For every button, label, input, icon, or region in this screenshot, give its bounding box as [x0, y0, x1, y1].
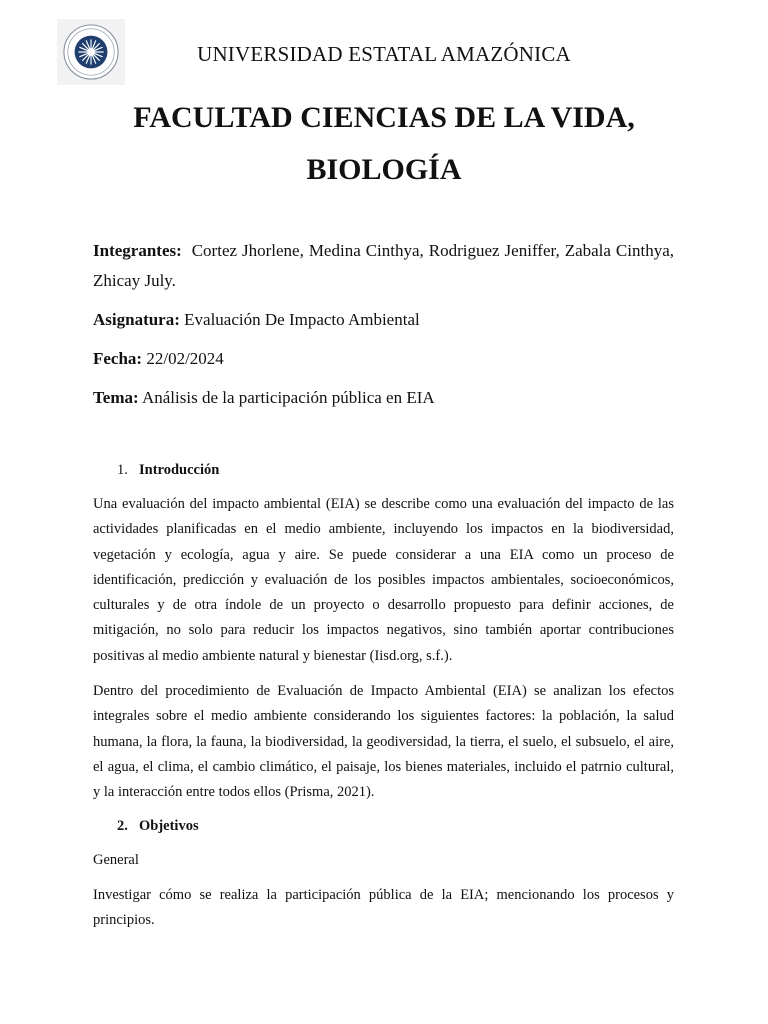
- intro-paragraph-1: Una evaluación del impacto ambiental (EIA) se describe como una evaluación del impacto de las actividades planificadas en el medio ambiente, incluyendo los impactos en la biodiversidad, vegetación y ecología, agua y aire. Se puede considerar a una EIA como un proceso de identificación, predicción y evaluación de los posibles impactos ambientales, socioeconómicos, culturales y de otra índole de un proyecto o desarrollo propuesto para definir acciones, de mitigación, no solo para reducir los impactos negativos, sino también aportar contribuciones positivas al medio ambiente natural y bienestar (Iisd.org, s.f.).: [93, 496, 674, 664]
- fecha-value: 22/02/2024: [146, 349, 224, 368]
- fecha-label: Fecha:: [93, 349, 143, 368]
- section-heading-objetivos: [117, 818, 199, 835]
- asignatura-label: Asignatura:: [93, 310, 180, 329]
- section-title: Introducción: [139, 462, 220, 478]
- asignatura-value: Evaluación De Impacto Ambiental: [184, 310, 420, 329]
- section-heading-introduccion: [117, 462, 219, 479]
- section-title: Objetivos: [139, 818, 199, 834]
- meta-tema: [93, 383, 674, 413]
- meta-integrantes: [93, 236, 674, 296]
- general-objective-text: Investigar cómo se realiza la participación pública de la EIA; mencionando los procesos y principios.: [93, 887, 674, 929]
- tema-value: Análisis de la participación pública en EIA: [141, 388, 435, 407]
- integrantes-value: Cortez Jhorlene, Medina Cinthya, Rodriguez Jeniffer, Zabala Cinthya, Zhicay July.: [93, 241, 675, 290]
- meta-fecha: [93, 344, 674, 374]
- faculty-title: [90, 92, 678, 196]
- tema-label: Tema:: [93, 388, 139, 407]
- section-number: 1.: [117, 462, 128, 478]
- general-label: General: [93, 852, 139, 868]
- meta-asignatura: [93, 305, 674, 335]
- university-name: UNIVERSIDAD ESTATAL AMAZÓNICA: [197, 42, 571, 66]
- section-number: 2.: [117, 818, 128, 834]
- faculty-title-line1: FACULTAD CIENCIAS DE LA VIDA,: [133, 101, 635, 134]
- faculty-title-line2: BIOLOGÍA: [306, 153, 462, 186]
- integrantes-label: Integrantes:: [93, 241, 182, 260]
- intro-paragraph-2: Dentro del procedimiento de Evaluación de Impacto Ambiental (EIA) se analizan los efectos integrales sobre el medio ambiente considerando los siguientes factores: la población, la salud humana, la flora, la fauna, la biodiversidad, la geodiversidad, la tierra, el suelo, el subsuelo, el aire, el agua, el clima, el cambio climático, el paisaje, los bienes materiales, incluido el patrnio cultural, y la interacción entre todos ellos (Prisma, 2021).: [93, 683, 674, 801]
